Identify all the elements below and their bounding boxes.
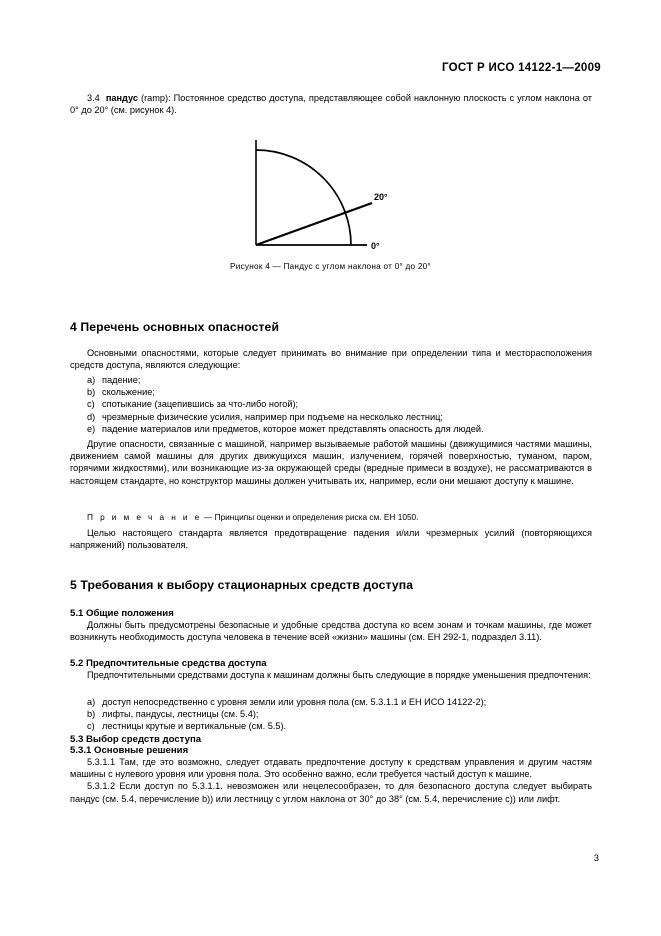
clause-3-4-block xyxy=(70,92,592,116)
list-item xyxy=(70,708,592,720)
clause-5-3-1-1-text: 5.3.1.1 Там, где это возможно, следует отдавать предпочтение доступу к средствам управления и другим частям машины с нулевого уровня или уровня пола. Это особенно важно, если требуется частый доступ к машине. xyxy=(70,757,592,780)
clause-3-4-number: 3.4 xyxy=(87,93,100,103)
list-item xyxy=(70,398,592,410)
section-5-2-text: Предпочтительными средствами доступа к машинам должны быть следующие в порядке уменьшения предпочтения: xyxy=(87,670,591,680)
section-4-heading: 4 Перечень основных опасностей xyxy=(70,320,280,334)
list-item-marker: b) xyxy=(87,709,96,720)
list-item-label: падение; xyxy=(102,375,141,385)
list-item-marker: d) xyxy=(87,411,96,422)
section-5-3-1-heading: 5.3.1 Основные решения xyxy=(70,745,189,756)
clause-5-3-1-2-text: 5.3.1.2 Если доступ по 5.3.1.1. невозможен или нецелесообразен, то для безопасного доступа следует выбирать пандус (см. 5.4, перечисление b)) или лестницу с углом наклона от 30° до 38° (см. 5.4, перечисление c)) или лифт. xyxy=(70,781,592,804)
section-4-purpose-block xyxy=(70,527,592,551)
section-5-3-block xyxy=(70,734,592,805)
list-item xyxy=(70,696,592,708)
list-item-label: доступ непосредственно с уровня земли или уровня пола (см. 5.3.1.1 и ЕН ИСО 14122-2); xyxy=(102,697,487,707)
section-5-1-text: Должны быть предусмотрены безопасные и удобные средства доступа ко всем зонам и точкам машины, где может возникнуть необходимость доступа человека в течение всей «жизни» машины (см. ЕН 292-1, подраздел 3.11). xyxy=(70,620,592,643)
section-4-note-block xyxy=(70,511,592,523)
list-item xyxy=(70,423,592,435)
section-4-heading-block xyxy=(70,320,592,334)
list-item-label: скольжение; xyxy=(102,387,155,398)
list-item-marker: a) xyxy=(87,697,96,707)
label-twenty-degrees: 20° xyxy=(374,192,388,202)
section-5-1-heading: 5.1 Общие положения xyxy=(70,608,174,619)
list-item-marker: c) xyxy=(87,721,95,732)
section-5-1-block xyxy=(70,608,592,643)
section-5-heading: 5 Требования к выбору стационарных средств доступа xyxy=(70,578,414,592)
section-5-heading-block xyxy=(70,578,592,592)
section-5-2-list xyxy=(70,696,592,733)
page-number: 3 xyxy=(593,852,599,863)
list-item xyxy=(70,411,592,423)
section-5-3-heading: 5.3 Выбор средств доступа xyxy=(70,734,202,745)
section-4-intro-block xyxy=(70,347,592,371)
twenty-degree-ray xyxy=(256,203,372,245)
section-5-2-block xyxy=(70,658,592,681)
list-item-marker: e) xyxy=(87,423,96,434)
list-item-label: лифты, пандусы, лестницы (см. 5.4); xyxy=(102,709,259,720)
section-4-intro: Основными опасностями, которые следует принимать во внимание при определении типа и месторасположения средств доступа, являются следующие: xyxy=(70,348,592,371)
clause-3-4-definition: (ramp): Постоянное средство доступа, представляющее собой наклонную плоскость с углом наклона от 0° до 20° (см. рисунок 4). xyxy=(70,93,592,116)
list-item-marker: b) xyxy=(87,387,96,398)
figure-4 xyxy=(0,132,661,287)
list-item-label: чрезмерные физические усилия, например при подъеме на несколько лестниц; xyxy=(102,411,443,422)
list-item xyxy=(70,374,592,386)
list-item-marker: a) xyxy=(87,375,96,385)
section-5-2-heading: 5.2 Предпочтительные средства доступа xyxy=(70,658,267,669)
list-item-marker: c) xyxy=(87,399,95,410)
section-4-other-hazards: Другие опасности, связанные с машиной, например вызываемые работой машины (движущимися частями машины, движением самой машины для других движущихся машин, излучением, горячей поверхностью, туманом, паром, горячими жидкостями), или возникающие из-за окружающей среды (вредные примеси в воздухе), не рассматриваются в настоящем стандарте, но конструктор машины должен учитывать их, например, если они мешают доступу к машине. xyxy=(70,439,592,486)
list-item-label: лестницы крутые и вертикальные (см. 5.5). xyxy=(102,721,287,732)
document-header-standard-id: ГОСТ Р ИСО 14122-1—2009 xyxy=(441,62,601,74)
label-zero-degrees: 0° xyxy=(371,241,380,251)
quarter-arc xyxy=(256,150,351,245)
section-4-hazard-list xyxy=(70,374,592,435)
clause-3-4-term: пандус xyxy=(105,93,138,103)
note-text: — Принципы оценки и определения риска см. ЕН 1050. xyxy=(201,512,419,522)
list-item xyxy=(70,720,592,732)
clause-3-4-paragraph xyxy=(70,92,592,116)
list-item xyxy=(70,386,592,398)
section-4-other-hazards-block xyxy=(70,438,592,487)
note-label: П р и м е ч а н и е xyxy=(87,512,202,522)
list-item-label: спотыкание (зацепившись за что-либо ногой); xyxy=(102,399,299,410)
note-paragraph xyxy=(70,511,592,523)
section-4-purpose: Целью настоящего стандарта является предотвращение падения и/или чрезмерных усилий (повторяющихся напряжений) пользователя. xyxy=(70,528,592,551)
list-item-label: падение материалов или предметов, которое может представлять опасность для людей. xyxy=(102,423,484,434)
figure-4-caption: Рисунок 4 — Пандус с углом наклона от 0° до 20° xyxy=(230,262,431,271)
